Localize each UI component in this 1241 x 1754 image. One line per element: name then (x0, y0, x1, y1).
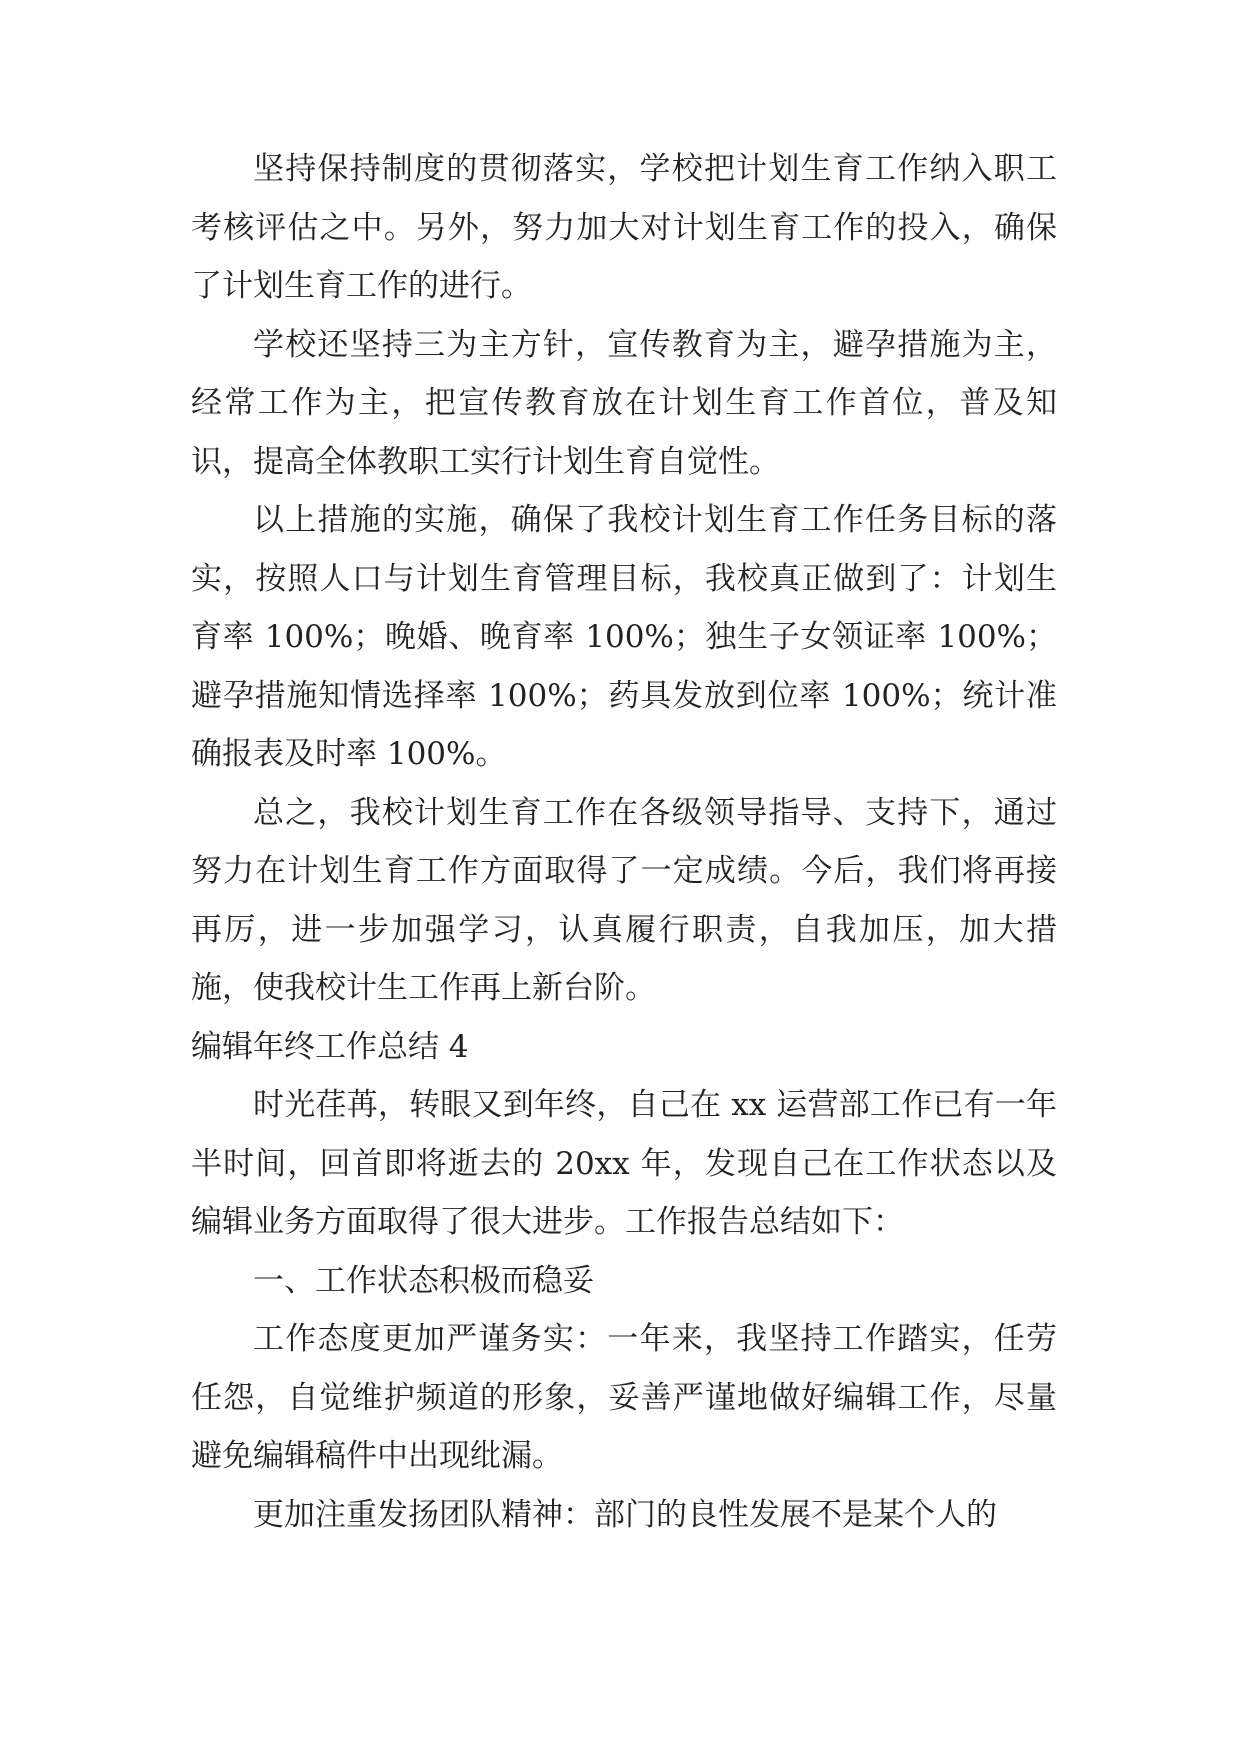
paragraph-team-spirit: 更加注重发扬团队精神：部门的良性发展不是某个人的 (253, 1496, 997, 1533)
paragraph-goal-rates: 以上措施的实施，确保了我校计划生育工作任务目标的落实，按照人口与计划生育管理目标，我校真正做到了：计划生育率 100%；晚婚、晚育率 100%；独生子女领证率 100%；避孕措施知情选择率 100%；药具发放到位率 100%；统计准确报表及时率 100%。 (191, 502, 1057, 772)
paragraph-conclusion: 总之，我校计划生育工作在各级领导指导、支持下，通过努力在计划生育工作方面取得了一定成绩。今后，我们将再接再厉，进一步加强学习，认真履行职责，自我加压，加大措施，使我校计生工作再上新台阶。 (191, 794, 1057, 1006)
paragraph-policy-implementation: 坚持保持制度的贯彻落实，学校把计划生育工作纳入职工考核评估之中。另外，努力加大对计划生育工作的投入，确保了计划生育工作的进行。 (191, 151, 1057, 304)
paragraph-three-priorities: 学校还坚持三为主方针，宣传教育为主，避孕措施为主，经常工作为主，把宣传教育放在计划生育工作首位，普及知识，提高全体教职工实行计划生育自觉性。 (191, 326, 1057, 480)
document-body (191, 140, 1057, 1544)
paragraph-work-attitude: 工作态度更加严谨务实：一年来，我坚持工作踏实，任劳任怨，自觉维护频道的形象，妥善严谨地做好编辑工作，尽量避免编辑稿件中出现纰漏。 (191, 1321, 1057, 1474)
paragraph-year-review: 时光荏苒，转眼又到年终，自己在 xx 运营部工作已有一年半时间，回首即将逝去的 20xx 年，发现自己在工作状态以及编辑业务方面取得了很大进步。工作报告总结如下： (191, 1087, 1057, 1240)
section-heading: 编辑年终工作总结 4 (191, 1028, 469, 1065)
subheading-work-state: 一、工作状态积极而稳妥 (253, 1262, 594, 1299)
